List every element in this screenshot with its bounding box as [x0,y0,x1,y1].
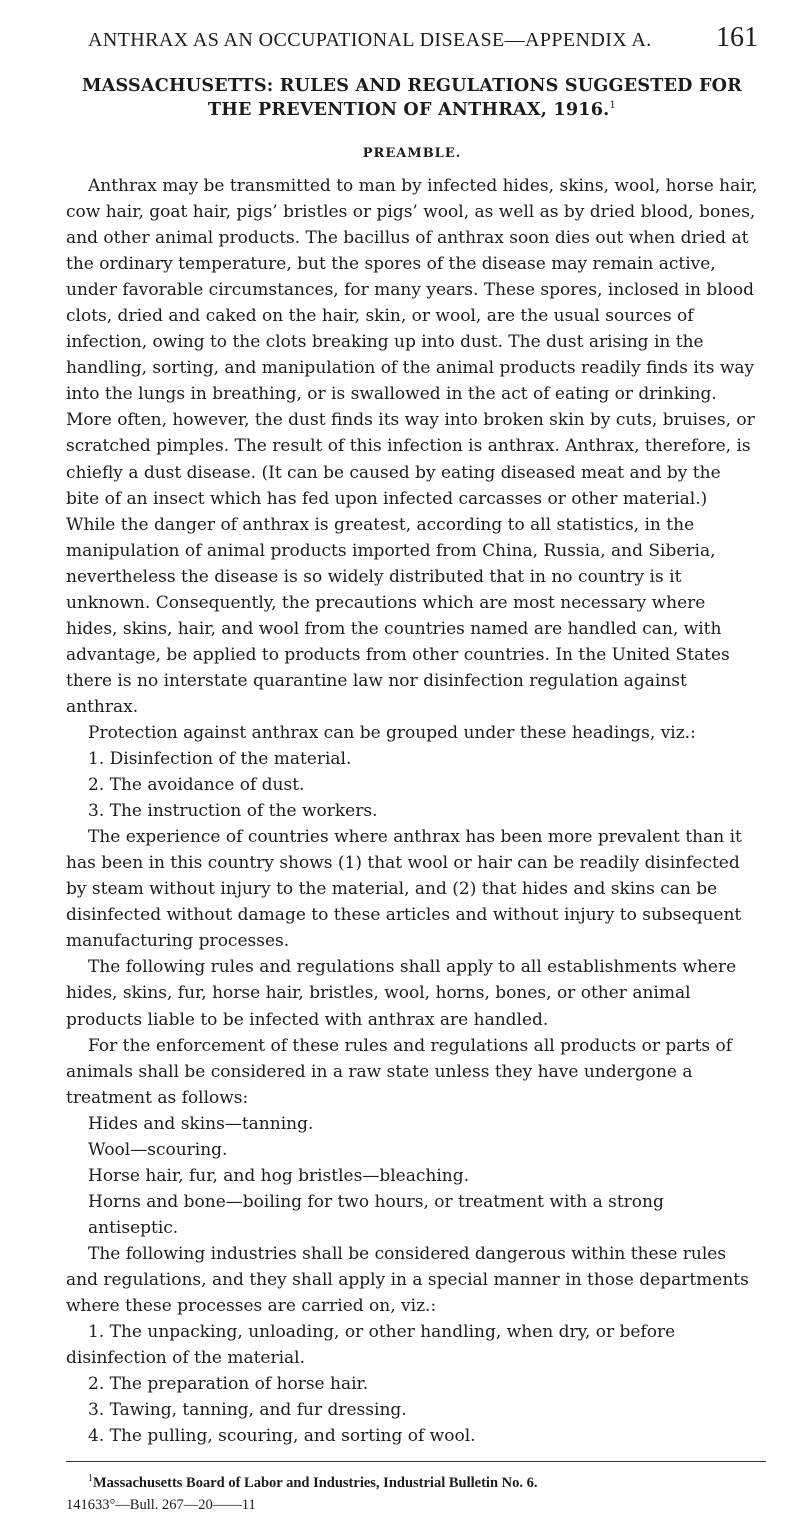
title-line-1: MASSACHUSETTS: RULES AND REGULATIONS SUGGESTED FOR [81,75,742,96]
enforcement-paragraph: For the enforcement of these rules and regulations all products or parts of animals shall be considered in a raw state unless they have undergone a treatment as follows: [66,1035,733,1108]
protection-item: 1. Disinfection of the material. [88,749,352,770]
treatment-item: Horse hair, fur, and hog bristles—bleaching. [88,1165,469,1186]
footnote [66,1472,758,1516]
title-footnote-mark: 1 [609,100,617,112]
scope-paragraph: The following rules and regulations shall apply to all establishments where hides, skins, fur, horse hair, bristles, wool, horns, bones, or other animal products liable to be infected with anthrax are handled. [66,957,737,1030]
preamble-heading: PREAMBLE. [362,146,462,161]
intro-paragraph: Anthrax may be transmitted to man by infected hides, skins, wool, horse hair, cow hair, goat hair, pigs’ bristles or pigs’ wool, as well as by dried blood, bones, and other animal products. The bacillus of anthrax soon dies out when dried at the ordinary temperature, but the spores of the disease may remain active, under favorable circumstances, for many years. These spores, inclosed in blood clots, dried and caked on the hair, skin, or wool, are the usual sources of infection, owing to the clots breaking up into dust. The dust arising in the handling, sorting, and manipulation of the animal products readily finds its way into the lungs in breathing, or is swallowed in the act of eating or drinking. More often, however, the dust finds its way into broken skin by cuts, bruises, or scratched pimples. The result of this infection is anthrax. Anthrax, therefore, is chiefly a dust disease. (It can be caused by eating diseased meat and by the bite of an insect which has fed upon infected carcasses or other material.) While the danger of anthrax is greatest, according to all statistics, in the manipulation of animal products imported from China, Russia, and Siberia, nevertheless the disease is so widely distributed that in no country is it unknown. Consequently, the precautions which are most necessary where hides, skins, hair, and wool from the countries named are handled can, with advantage, be applied to products from other countries. In the United States there is no interstate quarantine law nor disinfection regulation against anthrax. [66,176,758,717]
body-text [66,173,758,1449]
printer-imprint: 141633°—Bull. 267—20——11 [66,1497,256,1514]
page-number: 161 [716,22,758,53]
treatment-item: Wool—scouring. [88,1139,228,1160]
protection-item: 2. The avoidance of dust. [88,775,305,796]
running-title: ANTHRAX AS AN OCCUPATIONAL DISEASE—APPENDIX A. [88,29,652,51]
footnote-text [66,1472,758,1494]
dangerous-item: 2. The preparation of horse hair. [88,1374,369,1395]
dangerous-item: 3. Tawing, tanning, and fur dressing. [88,1400,407,1421]
treatment-item: Hides and skins—tanning. [88,1113,314,1134]
footnote-mark: 1 [88,1473,93,1485]
running-head [88,22,758,54]
dangerous-item: 1. The unpacking, unloading, or other handling, when dry, or before disinfection of the material. [66,1322,676,1369]
protection-intro: Protection against anthrax can be grouped under these headings, viz.: [88,722,696,743]
dangerous-item: 4. The pulling, scouring, and sorting of wool. [88,1426,476,1447]
title-line-2-text: THE PREVENTION OF ANTHRAX, 1916. [207,99,610,120]
document-title [66,74,758,122]
dangerous-paragraph: The following industries shall be considered dangerous within these rules and regulations, and they shall apply in a special manner in those departments where these processes are carried on, viz.: [66,1243,749,1317]
experience-paragraph: The experience of countries where anthrax has been more prevalent than it has been in this country shows (1) that wool or hair can be readily disinfected by steam without injury to the material, and (2) that hides and skins can be disinfected without damage to these articles and without injury to subsequent manufacturing processes. [66,827,742,952]
footnote-divider [66,1461,766,1462]
title-line-2 [66,98,758,122]
footnote-body: Massachusetts Board of Labor and Industries, Industrial Bulletin No. 6. [93,1475,538,1492]
protection-item: 3. The instruction of the workers. [88,801,378,822]
treatment-item: Horns and bone—boiling for two hours, or treatment with a strong antiseptic. [88,1191,664,1238]
